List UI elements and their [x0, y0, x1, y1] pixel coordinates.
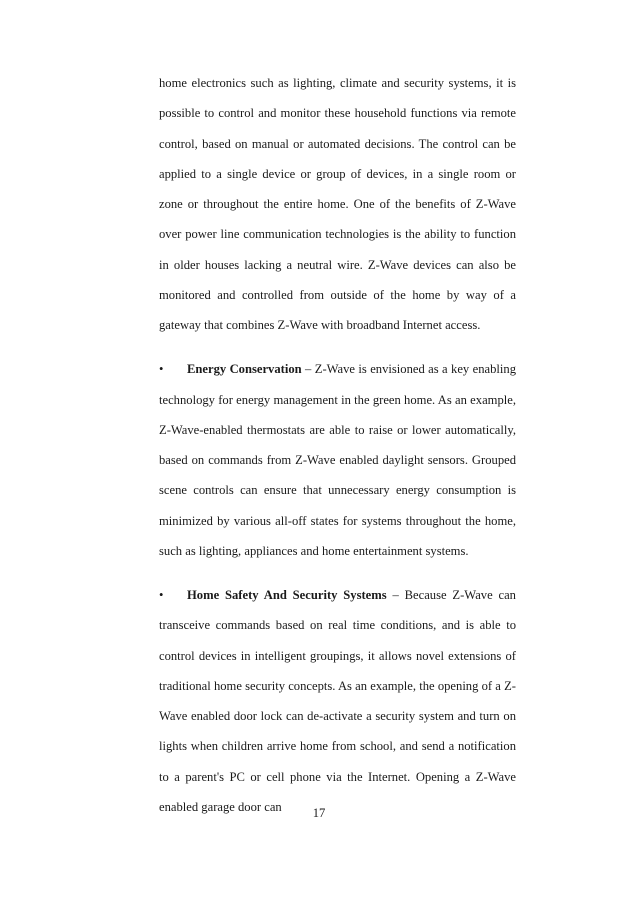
bullet-energy-conservation — [159, 354, 516, 566]
bullet-text: – Because Z-Wave can transceive commands based on real time conditions, and is able to control devices in intelligent groupings, it allows novel extensions of traditional home security concepts. As an example, the opening of a Z-Wave enabled door lock can de-activate a security system and turn on lights when children arrive home from school, and send a notification to a parent's PC or cell phone via the Internet. Opening a Z-Wave enabled garage door can — [159, 588, 516, 814]
bullet-mark: • — [159, 588, 164, 602]
page-number: 17 — [312, 806, 326, 820]
bullet-term: Energy Conservation — [187, 362, 302, 377]
bullet-term: Home Safety And Security Systems — [187, 588, 387, 602]
bullet-text: – Z-Wave is envisioned as a key enabling technology for energy management in the green home. As an example, Z-Wave-enabled thermostats are able to raise or lower automatically, based on commands from Z-Wave enabled daylight sensors. Grouped scene controls can ensure that unnecessary energy consumption is minimized by various all-off states for systems throughout the home, such as lighting, appliances and home entertainment systems. — [159, 362, 517, 558]
page-body — [159, 68, 516, 822]
bullet-home-safety — [159, 580, 516, 822]
bullet-mark: • — [159, 362, 164, 377]
intro-paragraph: home electronics such as lighting, climate and security systems, it is possible to control and monitor these household functions via remote control, based on manual or automated decisions. The control can be applied to a single device or group of devices, in a single room or zone or throughout the entire home. One of the benefits of Z-Wave over power line communication technologies is the ability to function in older houses lacking a neutral wire. Z-Wave devices can also be monitored and controlled from outside of the home by way of a gateway that combines Z-Wave with broadband Internet access. — [159, 76, 516, 332]
